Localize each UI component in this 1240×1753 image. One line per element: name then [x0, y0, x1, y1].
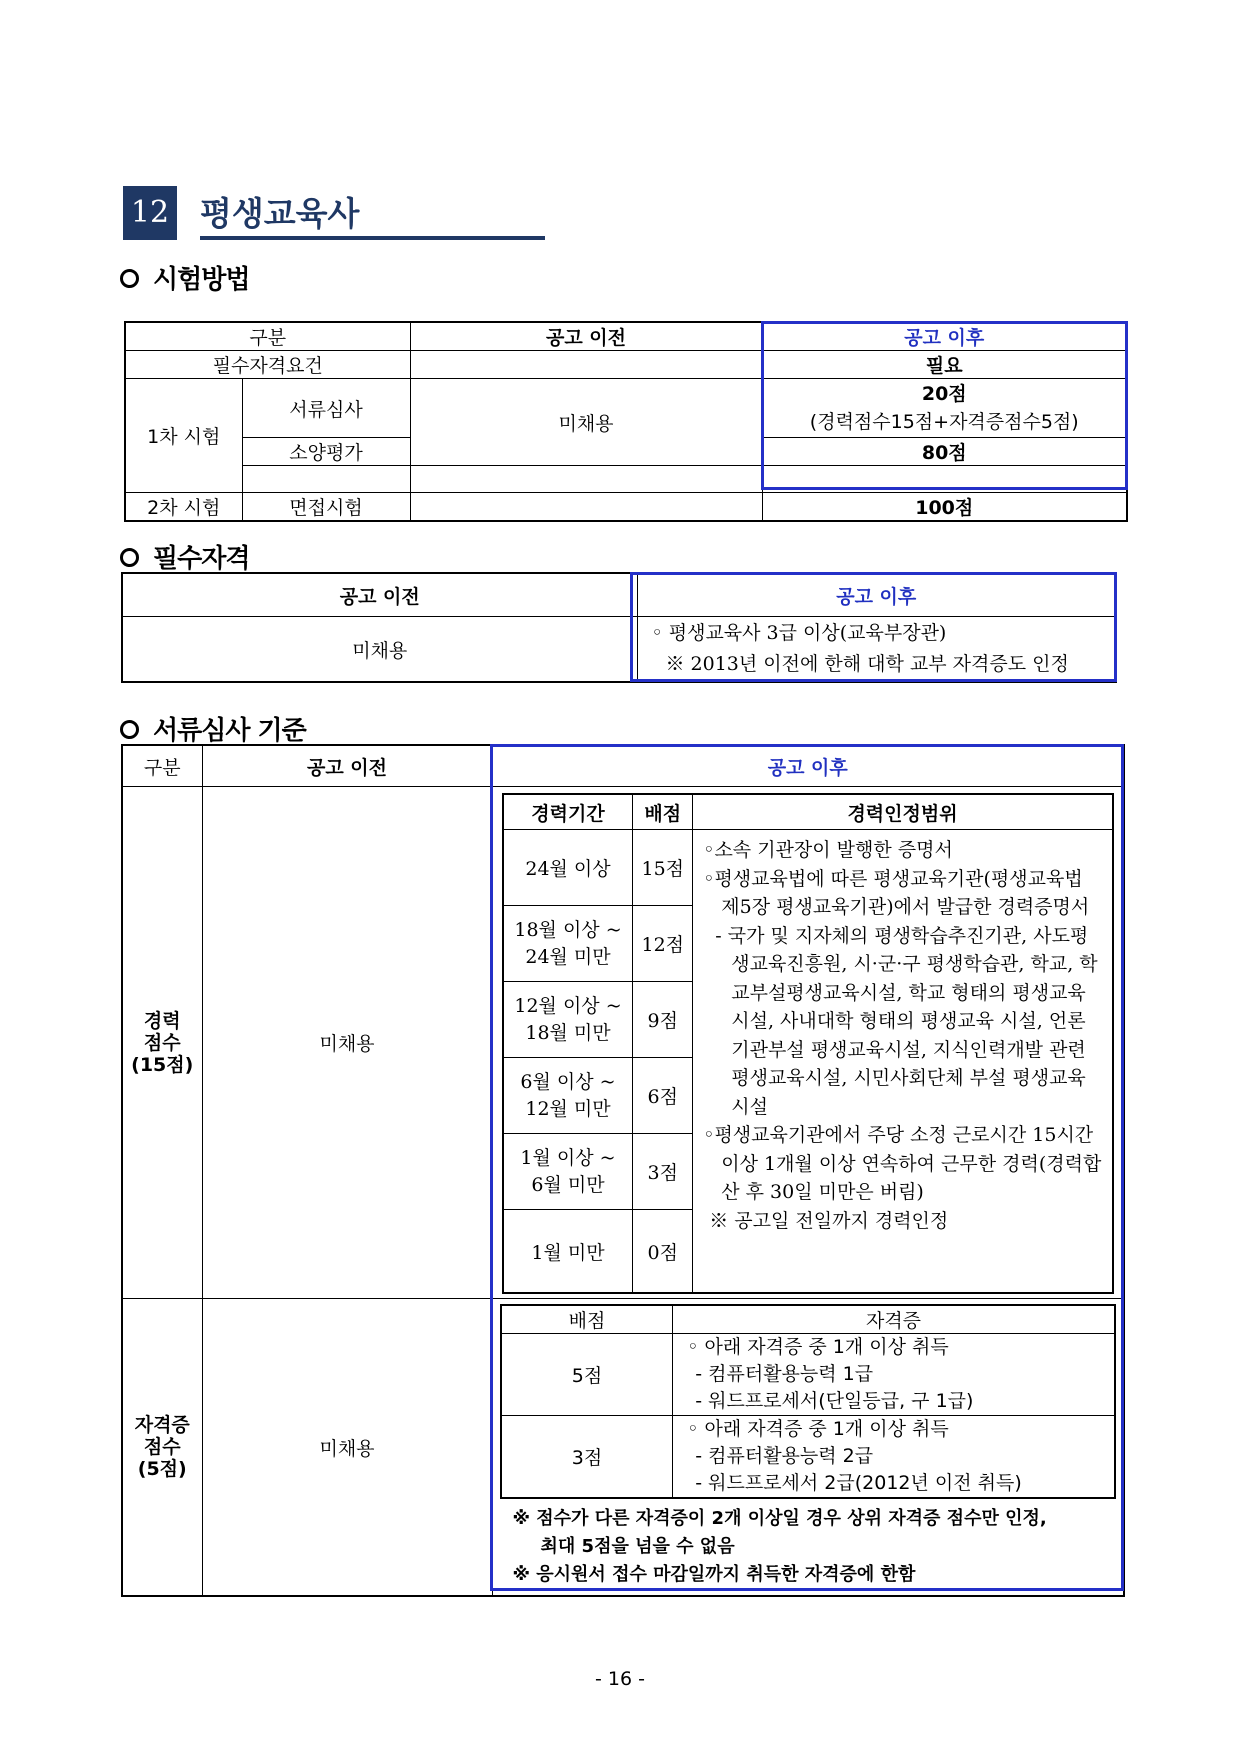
attitude-label: 소양평가 [242, 438, 410, 466]
qual-after-line2: ※ 2013년 이전에 한해 대학 교부 자격증도 인정 [665, 653, 1069, 675]
career-period: 18월 이상 ~ 24월 미만 [503, 906, 633, 982]
interview-before [410, 493, 762, 522]
bullet-circle-icon [120, 548, 139, 567]
required-label: 필수자격요건 [125, 351, 410, 379]
qual-after-line1: ◦ 평생교육사 3급 이상(교육부장관) [651, 622, 947, 644]
career-score: 3점 [633, 1134, 693, 1210]
career-header-score: 배점 [633, 794, 693, 830]
interview-score: 100점 [762, 493, 1127, 522]
career-period: 6월 이상 ~ 12월 미만 [503, 1058, 633, 1134]
qual-before: 미채용 [122, 617, 637, 683]
doc-review-label: 서류심사 [242, 379, 410, 438]
career-range-item: ◦평생교육법에 따른 평생교육기관(평생교육법 제5장 평생교육기관)에서 발급한 경력증명서 [703, 867, 1090, 918]
bullet-circle-icon [120, 269, 139, 288]
certificate-after [492, 1299, 1124, 1597]
career-before: 미채용 [202, 787, 492, 1299]
career-after [492, 787, 1124, 1299]
qual-header-after: 공고 이후 [637, 573, 1116, 617]
criteria-heading: 서류심사 기준 [120, 710, 306, 747]
cert-score: 3점 [501, 1416, 673, 1499]
section-title-underline [200, 236, 545, 240]
career-header-period: 경력기간 [503, 794, 633, 830]
doc-review-score-detail: (경력점수15점+자격증점수5점) [809, 411, 1079, 433]
career-range-item: ※ 공고일 전일까지 경력인정 [709, 1209, 949, 1232]
exam-method-table [124, 321, 1128, 522]
career-range-item: ◦평생교육기관에서 주당 소정 근로시간 15시간 이상 1개월 이상 연속하여 근무한 경력(경력합산 후 30일 미만은 버림) [703, 1124, 1102, 1203]
first-exam-label: 1차 시험 [125, 379, 242, 493]
cert-list: ◦ 아래 자격증 중 1개 이상 취득 - 컴퓨터활용능력 2급 - 워드프로세서 2급(2012년 이전 취득) [673, 1416, 1115, 1499]
attitude-score: 80점 [762, 438, 1127, 466]
qual-after [637, 617, 1116, 683]
header-before: 공고 이전 [410, 322, 762, 351]
interview-label: 면접시험 [242, 493, 410, 522]
career-score: 15점 [633, 830, 693, 906]
cert-list: ◦ 아래 자격증 중 1개 이상 취득 - 컴퓨터활용능력 1급 - 워드프로세서(단일등급, 구 1급) [673, 1334, 1115, 1416]
certificate-before: 미채용 [202, 1299, 492, 1597]
header-after: 공고 이후 [762, 322, 1127, 351]
career-period: 24월 이상 [503, 830, 633, 906]
header-category: 구분 [125, 322, 410, 351]
career-score: 0점 [633, 1210, 693, 1294]
career-range-item: ◦소속 기관장이 발행한 증명서 [703, 839, 953, 861]
criteria-header-category: 구분 [122, 745, 202, 787]
empty-cell [242, 466, 410, 493]
empty-cell [410, 466, 762, 493]
career-period: 1월 이상 ~ 6월 미만 [503, 1134, 633, 1210]
doc-review-score: 20점 [921, 383, 967, 405]
doc-review-before: 미채용 [410, 379, 762, 466]
second-exam-label: 2차 시험 [125, 493, 242, 522]
career-score: 12점 [633, 906, 693, 982]
career-range [693, 830, 1113, 1294]
required-after: 필요 [762, 351, 1127, 379]
career-score: 9점 [633, 982, 693, 1058]
career-period: 1월 미만 [503, 1210, 633, 1294]
cert-note-1b: 최대 5점을 넘을 수 없음 [540, 1536, 735, 1557]
qualification-heading: 필수자격 [120, 538, 249, 575]
cert-note-1: ※ 점수가 다른 자격증이 2개 이상일 경우 상위 자격증 점수만 인정, [512, 1508, 1047, 1529]
career-table [502, 793, 1114, 1294]
section-title: 평생교육사 [200, 194, 360, 233]
certificate-table [500, 1304, 1116, 1499]
career-score: 6점 [633, 1058, 693, 1134]
bullet-circle-icon [120, 720, 139, 739]
doc-review-after [762, 379, 1127, 438]
career-period: 12월 이상 ~ 18월 미만 [503, 982, 633, 1058]
cert-note-2: ※ 응시원서 접수 마감일까지 취득한 자격증에 한함 [512, 1564, 916, 1585]
page-number: - 16 - [595, 1668, 645, 1690]
criteria-header-after: 공고 이후 [492, 745, 1124, 787]
career-header-range: 경력인정범위 [693, 794, 1113, 830]
required-before [410, 351, 762, 379]
cert-score: 5점 [501, 1334, 673, 1416]
career-range-item: - 국가 및 지자체의 평생학습추진기관, 사도평생교육진흥원, 시·군·구 평생학습관, 학교, 학교부설평생교육시설, 학교 형태의 평생교육시설, 사내대학 형태의 평생교육 시설, 언론기관부설 평생교육시설, 지식인력개발 관련 평생교육시설, 시민사회단체 부설 평생교육시설 [715, 924, 1098, 1118]
cert-header-score: 배점 [501, 1305, 673, 1334]
cert-header-name: 자격증 [673, 1305, 1115, 1334]
career-label: 경력 점수 (15점) [122, 787, 202, 1299]
criteria-header-before: 공고 이전 [202, 745, 492, 787]
qualification-table [121, 572, 1117, 683]
criteria-table [121, 744, 1125, 1597]
certificate-label: 자격증 점수 (5점) [122, 1299, 202, 1597]
exam-method-heading: 시험방법 [120, 259, 249, 296]
qual-header-before: 공고 이전 [122, 573, 637, 617]
section-number-badge: 12 [123, 186, 177, 240]
